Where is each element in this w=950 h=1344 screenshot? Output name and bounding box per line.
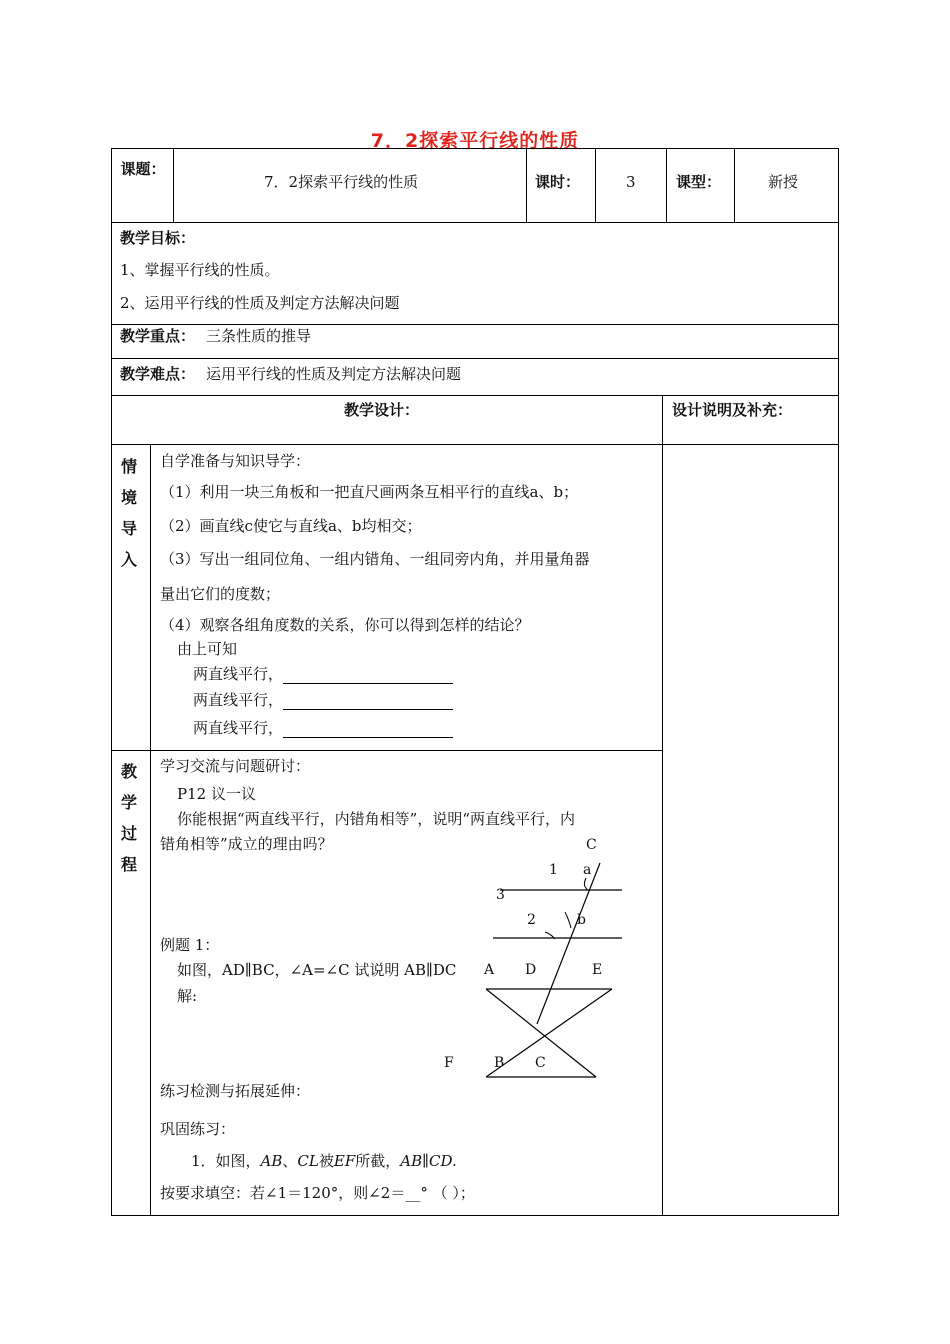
example-text: 如图，AD∥BC，∠A=∠C 试说明 AB∥DC xyxy=(177,961,457,979)
section1-heading: 自学准备与知识导学： xyxy=(160,452,311,470)
solution-label: 解: xyxy=(177,987,198,1005)
design-label: 教学设计： xyxy=(344,401,420,419)
hours-label: 课时： xyxy=(535,173,581,191)
question-3: （3）写出一组同位角、一组内错角、一组同旁内角，并用量角器 xyxy=(160,550,590,568)
fig1-label-1: 1 xyxy=(549,862,558,878)
fig1-label-a: a xyxy=(583,862,592,878)
objective-item: 2、运用平行线的性质及判定方法解决问题 xyxy=(120,294,400,312)
section1-side-label: 情 境 导 入 xyxy=(121,457,138,569)
objectives-label: 教学目标： xyxy=(120,229,196,247)
fig2-label-e: E xyxy=(592,962,603,978)
conclusion-label: 由上可知 xyxy=(177,640,238,658)
topic-label: 课题： xyxy=(120,160,166,178)
fig1-label-3: 3 xyxy=(496,887,505,903)
question-4: （4）观察各组角度数的关系，你可以得到怎样的结论？ xyxy=(160,616,530,634)
consolidate-heading: 巩固练习： xyxy=(160,1120,236,1138)
fig2-label-c: C xyxy=(535,1055,546,1071)
practice-heading: 练习检测与拓展延伸： xyxy=(160,1082,311,1100)
section2-heading: 学习交流与问题研讨： xyxy=(160,757,311,775)
p12-label: P12 议一议 xyxy=(177,785,256,803)
type-label: 课型： xyxy=(676,173,722,191)
key-point-value: 三条性质的推导 xyxy=(206,327,312,345)
example-label: 例题 1： xyxy=(160,936,220,954)
fig2-label-d: D xyxy=(525,962,537,978)
fill-in-question: 按要求填空：若∠1＝120°，则∠2＝__° （ ）； xyxy=(160,1184,475,1202)
conclusion-line: 两直线平行， xyxy=(193,664,453,684)
type-value: 新授 xyxy=(768,173,799,191)
exercise-1: 1．如图，AB、CL被EF所截，AB∥CD. xyxy=(191,1152,457,1170)
question-3-continued: 量出它们的度数； xyxy=(160,585,281,603)
document-title: 7．2探索平行线的性质 xyxy=(370,130,580,152)
fig2-label-b: B xyxy=(494,1055,505,1071)
difficulty-label: 教学难点： xyxy=(120,365,196,383)
question-text: 你能根据“两直线平行，内错角相等”，说明“两直线平行，内 xyxy=(177,810,576,828)
difficulty-value: 运用平行线的性质及判定方法解决问题 xyxy=(206,365,462,383)
fig1-label-2: 2 xyxy=(527,912,536,928)
section2-side-label: 教 学 过 程 xyxy=(121,762,138,874)
fig2-label-f: F xyxy=(444,1055,454,1071)
fig1-label-b: b xyxy=(577,912,586,928)
conclusion-line: 两直线平行， xyxy=(193,690,453,710)
fig1-label-c: C xyxy=(586,837,597,853)
key-point-label: 教学重点： xyxy=(120,327,196,345)
question-2: （2）画直线c使它与直线a、b均相交； xyxy=(160,517,422,535)
design-notes-label: 设计说明及补充： xyxy=(672,401,793,419)
conclusion-line: 两直线平行， xyxy=(193,718,453,738)
question-text-continued: 错角相等”成立的理由吗？ xyxy=(160,835,333,853)
hours-value: 3 xyxy=(626,173,636,191)
fig2-label-a: A xyxy=(484,962,495,978)
question-1: （1）利用一块三角板和一把直尺画两条互相平行的直线a、b； xyxy=(160,483,579,501)
objective-item: 1、掌握平行线的性质。 xyxy=(120,261,280,279)
topic-value: 7．2探索平行线的性质 xyxy=(264,173,419,191)
